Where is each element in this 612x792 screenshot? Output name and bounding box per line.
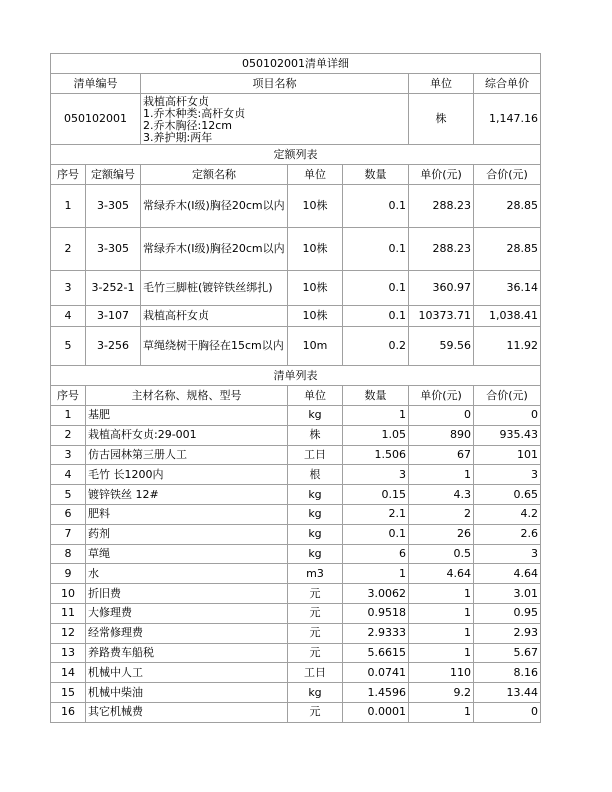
quota-unit-price: 10373.71 <box>409 306 474 327</box>
quota-row <box>51 185 541 228</box>
material-unit-price: 1 <box>409 643 474 663</box>
material-row <box>51 643 541 663</box>
quota-header-name: 定额名称 <box>141 165 288 185</box>
material-qty: 0.0001 <box>343 702 409 722</box>
material-unit-price: 1 <box>409 623 474 643</box>
material-unit: kg <box>288 406 343 426</box>
material-unit-price: 2 <box>409 504 474 524</box>
material-unit: kg <box>288 485 343 505</box>
material-unit-price: 67 <box>409 445 474 465</box>
material-seq: 5 <box>51 485 86 505</box>
material-unit: 元 <box>288 643 343 663</box>
item-unit: 株 <box>409 94 474 145</box>
material-seq: 3 <box>51 445 86 465</box>
quota-total: 1,038.41 <box>474 306 541 327</box>
quota-header-row <box>51 165 541 185</box>
material-unit: 工日 <box>288 445 343 465</box>
material-name: 药剂 <box>86 524 288 544</box>
quota-code: 3-305 <box>86 228 141 271</box>
material-total: 4.64 <box>474 564 541 584</box>
material-unit: kg <box>288 524 343 544</box>
table-title: 050102001清单详细 <box>51 54 541 74</box>
material-total: 8.16 <box>474 663 541 683</box>
material-unit-price: 1 <box>409 603 474 623</box>
quota-header-unit: 单位 <box>288 165 343 185</box>
material-seq: 11 <box>51 603 86 623</box>
material-name: 机械中人工 <box>86 663 288 683</box>
materials-section-title: 清单列表 <box>51 366 541 386</box>
header-unit: 单位 <box>409 74 474 94</box>
quota-seq: 5 <box>51 327 86 366</box>
material-name: 毛竹 长1200内 <box>86 465 288 485</box>
quota-unit: 10m <box>288 327 343 366</box>
material-unit: 株 <box>288 425 343 445</box>
material-unit: 工日 <box>288 663 343 683</box>
material-seq: 14 <box>51 663 86 683</box>
material-total: 101 <box>474 445 541 465</box>
header-price: 综合单价 <box>474 74 541 94</box>
material-qty: 6 <box>343 544 409 564</box>
material-row <box>51 504 541 524</box>
material-unit: kg <box>288 683 343 703</box>
material-row <box>51 425 541 445</box>
quota-header-seq: 序号 <box>51 165 86 185</box>
header-code: 清单编号 <box>51 74 141 94</box>
quota-unit: 10株 <box>288 306 343 327</box>
material-name: 水 <box>86 564 288 584</box>
material-qty: 2.9333 <box>343 623 409 643</box>
quota-unit: 10株 <box>288 271 343 306</box>
material-row <box>51 524 541 544</box>
material-seq: 7 <box>51 524 86 544</box>
material-qty: 1.4596 <box>343 683 409 703</box>
material-unit: 元 <box>288 603 343 623</box>
material-qty: 0.15 <box>343 485 409 505</box>
quota-section-title: 定额列表 <box>51 145 541 165</box>
material-total: 0 <box>474 702 541 722</box>
materials-header-unit-price: 单价(元) <box>409 386 474 406</box>
material-row <box>51 485 541 505</box>
materials-header-qty: 数量 <box>343 386 409 406</box>
material-qty: 0.0741 <box>343 663 409 683</box>
material-total: 2.93 <box>474 623 541 643</box>
quota-qty: 0.2 <box>343 327 409 366</box>
material-seq: 6 <box>51 504 86 524</box>
quota-name: 草绳绕树干胸径在15cm以内 <box>141 327 288 366</box>
quota-code: 3-107 <box>86 306 141 327</box>
material-seq: 10 <box>51 584 86 604</box>
quota-unit-price: 360.97 <box>409 271 474 306</box>
item-header-row <box>51 74 541 94</box>
material-unit-price: 110 <box>409 663 474 683</box>
material-name: 肥料 <box>86 504 288 524</box>
material-unit: m3 <box>288 564 343 584</box>
material-name: 折旧费 <box>86 584 288 604</box>
item-name-line-1: 栽植高杆女贞 <box>143 94 209 108</box>
material-name: 基肥 <box>86 406 288 426</box>
quota-row <box>51 327 541 366</box>
item-name-line-4: 3.养护期:两年 <box>143 130 213 144</box>
material-row <box>51 702 541 722</box>
quota-row <box>51 306 541 327</box>
material-unit-price: 9.2 <box>409 683 474 703</box>
material-row <box>51 445 541 465</box>
material-unit: kg <box>288 504 343 524</box>
quota-qty: 0.1 <box>343 271 409 306</box>
material-qty: 0.1 <box>343 524 409 544</box>
item-price: 1,147.16 <box>474 94 541 145</box>
material-total: 3 <box>474 465 541 485</box>
item-row <box>51 94 541 145</box>
quota-header-qty: 数量 <box>343 165 409 185</box>
materials-header-seq: 序号 <box>51 386 86 406</box>
material-seq: 13 <box>51 643 86 663</box>
material-unit-price: 0 <box>409 406 474 426</box>
quota-code: 3-305 <box>86 185 141 228</box>
material-total: 0.95 <box>474 603 541 623</box>
material-total: 3 <box>474 544 541 564</box>
material-qty: 1.506 <box>343 445 409 465</box>
material-total: 3.01 <box>474 584 541 604</box>
material-row <box>51 623 541 643</box>
material-unit-price: 890 <box>409 425 474 445</box>
quota-total: 28.85 <box>474 185 541 228</box>
materials-header-row <box>51 386 541 406</box>
quota-unit: 10株 <box>288 185 343 228</box>
quota-seq: 3 <box>51 271 86 306</box>
material-qty: 5.6615 <box>343 643 409 663</box>
material-qty: 1 <box>343 406 409 426</box>
quota-name: 毛竹三脚桩(镀锌铁丝绑扎) <box>141 271 288 306</box>
material-seq: 9 <box>51 564 86 584</box>
material-row <box>51 683 541 703</box>
material-row <box>51 584 541 604</box>
material-seq: 15 <box>51 683 86 703</box>
material-qty: 2.1 <box>343 504 409 524</box>
material-row <box>51 564 541 584</box>
material-qty: 3.0062 <box>343 584 409 604</box>
quota-header-code: 定额编号 <box>86 165 141 185</box>
quota-total: 28.85 <box>474 228 541 271</box>
detail-table <box>50 53 541 723</box>
table-title-row <box>51 54 541 74</box>
material-qty: 0.9518 <box>343 603 409 623</box>
material-name: 大修理费 <box>86 603 288 623</box>
material-qty: 3 <box>343 465 409 485</box>
materials-header-unit: 单位 <box>288 386 343 406</box>
quota-unit-price: 59.56 <box>409 327 474 366</box>
material-unit-price: 4.64 <box>409 564 474 584</box>
material-total: 0 <box>474 406 541 426</box>
materials-header-name: 主材名称、规格、型号 <box>86 386 288 406</box>
quota-qty: 0.1 <box>343 185 409 228</box>
material-qty: 1.05 <box>343 425 409 445</box>
item-name-line-2: 1.乔木种类:高杆女贞 <box>143 106 246 120</box>
quota-name: 常绿乔木(I级)胸径20cm以内 <box>141 228 288 271</box>
material-total: 13.44 <box>474 683 541 703</box>
item-name-line-3: 2.乔木胸径:12cm <box>143 118 232 132</box>
material-row <box>51 663 541 683</box>
material-total: 2.6 <box>474 524 541 544</box>
material-seq: 1 <box>51 406 86 426</box>
item-code: 050102001 <box>51 94 141 145</box>
material-name: 经常修理费 <box>86 623 288 643</box>
quota-seq: 2 <box>51 228 86 271</box>
material-total: 0.65 <box>474 485 541 505</box>
material-row <box>51 603 541 623</box>
material-unit-price: 0.5 <box>409 544 474 564</box>
material-total: 935.43 <box>474 425 541 445</box>
material-name: 草绳 <box>86 544 288 564</box>
material-seq: 2 <box>51 425 86 445</box>
quota-row <box>51 228 541 271</box>
material-total: 5.67 <box>474 643 541 663</box>
quota-seq: 4 <box>51 306 86 327</box>
material-unit-price: 4.3 <box>409 485 474 505</box>
material-unit-price: 1 <box>409 584 474 604</box>
quota-unit: 10株 <box>288 228 343 271</box>
material-seq: 8 <box>51 544 86 564</box>
material-row <box>51 544 541 564</box>
material-seq: 12 <box>51 623 86 643</box>
material-unit: 元 <box>288 702 343 722</box>
material-name: 仿古园林第三册人工 <box>86 445 288 465</box>
quota-unit-price: 288.23 <box>409 185 474 228</box>
quota-unit-price: 288.23 <box>409 228 474 271</box>
material-unit-price: 1 <box>409 702 474 722</box>
material-unit: 元 <box>288 584 343 604</box>
item-name <box>141 94 409 145</box>
material-unit: 元 <box>288 623 343 643</box>
material-row <box>51 406 541 426</box>
material-unit-price: 26 <box>409 524 474 544</box>
header-name: 项目名称 <box>141 74 409 94</box>
quota-name: 栽植高杆女贞 <box>141 306 288 327</box>
quota-seq: 1 <box>51 185 86 228</box>
quota-code: 3-252-1 <box>86 271 141 306</box>
quota-header-total: 合价(元) <box>474 165 541 185</box>
quota-code: 3-256 <box>86 327 141 366</box>
material-unit-price: 1 <box>409 465 474 485</box>
quota-qty: 0.1 <box>343 306 409 327</box>
material-name: 栽植高杆女贞:29-001 <box>86 425 288 445</box>
quota-section-row <box>51 145 541 165</box>
quota-header-unit-price: 单价(元) <box>409 165 474 185</box>
quota-name: 常绿乔木(I级)胸径20cm以内 <box>141 185 288 228</box>
material-qty: 1 <box>343 564 409 584</box>
material-seq: 16 <box>51 702 86 722</box>
quota-qty: 0.1 <box>343 228 409 271</box>
material-name: 其它机械费 <box>86 702 288 722</box>
material-total: 4.2 <box>474 504 541 524</box>
material-name: 机械中柴油 <box>86 683 288 703</box>
material-unit: 根 <box>288 465 343 485</box>
quota-total: 36.14 <box>474 271 541 306</box>
material-seq: 4 <box>51 465 86 485</box>
materials-section-row <box>51 366 541 386</box>
material-name: 养路费车船税 <box>86 643 288 663</box>
materials-header-total: 合价(元) <box>474 386 541 406</box>
quota-row <box>51 271 541 306</box>
quota-total: 11.92 <box>474 327 541 366</box>
material-unit: kg <box>288 544 343 564</box>
material-name: 镀锌铁丝 12# <box>86 485 288 505</box>
material-row <box>51 465 541 485</box>
